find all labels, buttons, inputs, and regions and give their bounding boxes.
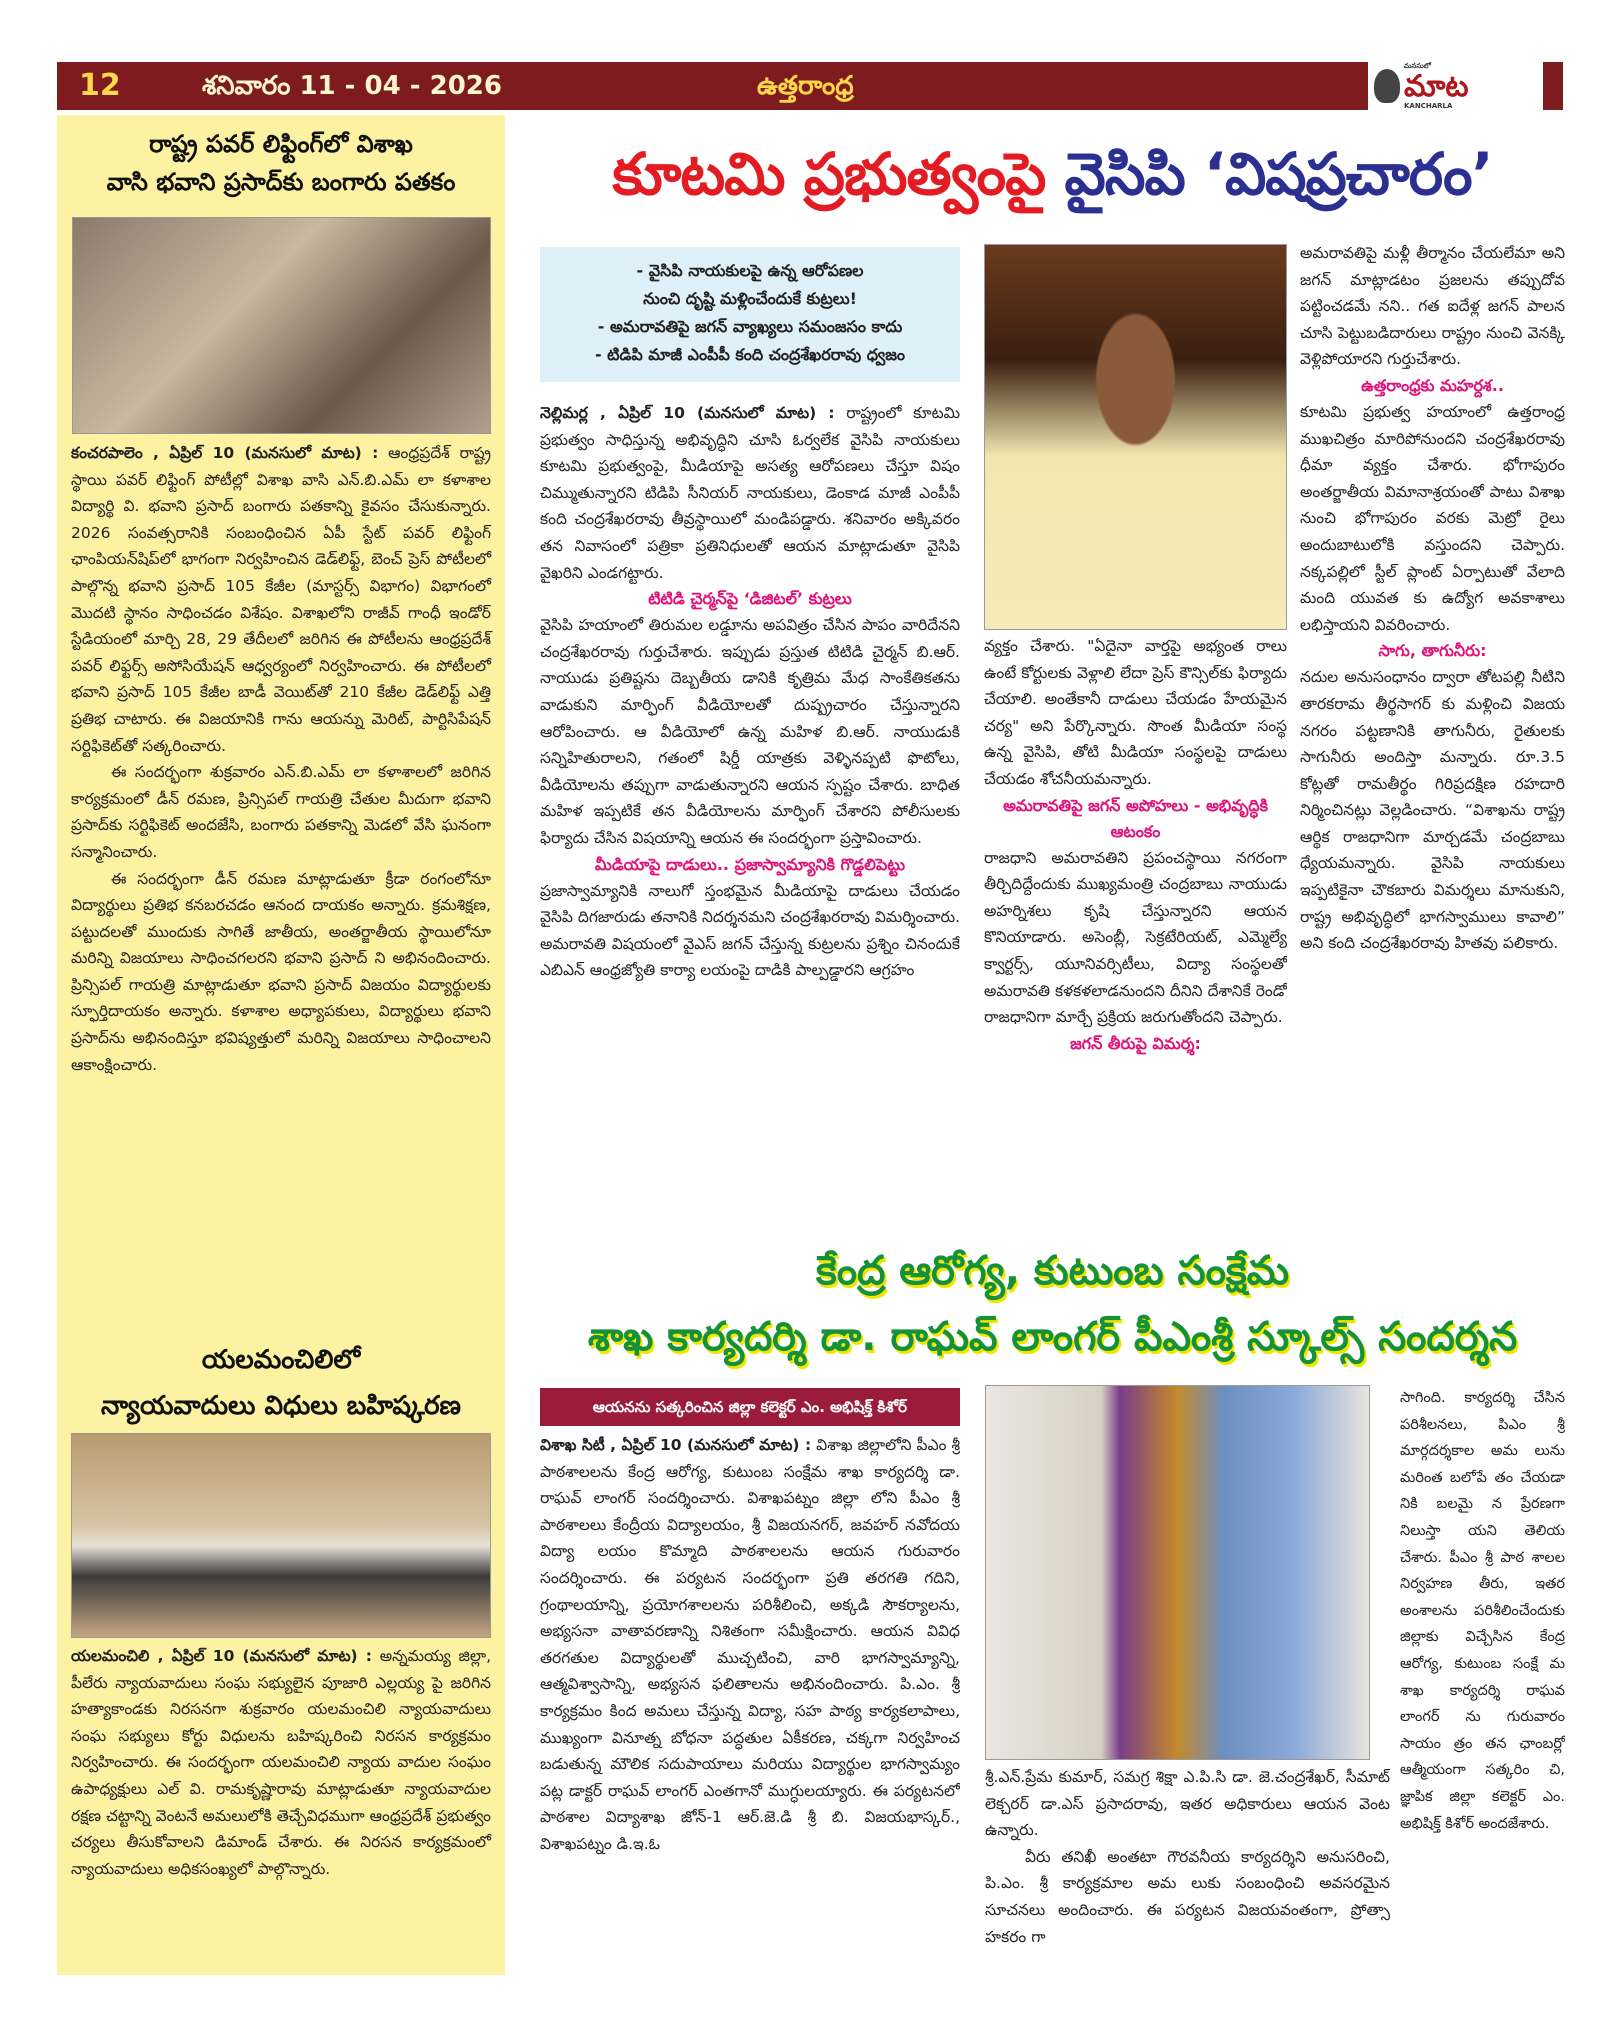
paragraph: ఈ సందర్భంగా డీన్ రమణ మాట్లాడుతూ క్రీడా రంగంలోనూ విద్యార్థులు ప్రతిభ కనబరచడం ఆనంద దాయకం అన్నారు. క్రమశిక్షణ, పట్టుదలతో ముందుకు సాగితే జాతీయ, అంతర్జాతీయ స్థాయిలోనూ మరిన్ని విజయాలు సాధించగలరని భవాని ప్రసాద్ ని అభినందించారు. ప్రిన్సిపల్ గాయత్రి మాట్లాడుతూ భవాని ప్రసాద్ విజయం విద్యార్థులకు స్ఫూర్తిదాయకం అన్నారు. కళాశాల అధ్యాపకులు, విద్యార్థులు భవాని ప్రసాద్‌ను అభినందిస్తూ భవిష్యత్తులో మరిన్ని విజయాలు సాధించాలని ఆకాంక్షించారు. <box>71 869 491 1074</box>
bottom-story-column-1 <box>540 1432 960 2002</box>
bottom-story-column-2 <box>985 1764 1390 2004</box>
collector-felicitation-photo <box>985 1385 1370 1760</box>
masthead-bar <box>57 62 1563 110</box>
bottom-story-column-3 <box>1400 1385 1565 2005</box>
dateline: నెల్లిమర్ల , ఏప్రిల్ 10 (మనసులో మాట) : <box>540 404 835 422</box>
story2-headline <box>71 1337 491 1429</box>
paragraph: శ్రీ.ఎన్.ప్రేమ కుమార్, సమగ్ర శిక్షా ఎ.పి.సి డా. జె.చంద్రశేఖర్, సీమాట్ లెక్చరర్ డా.ఎస్ ప్రసాదరావు, ఇతర అధికారులు ఆయన వెంట ఉన్నారు. <box>985 1768 1390 1840</box>
logo-tag: మనసులో <box>1404 62 1431 70</box>
dateline: విశాఖ సిటీ , ఏప్రిల్ 10 (మనసులో మాట) : <box>540 1436 812 1454</box>
paragraph: నదుల అనుసంధానం ద్వారా తోటపల్లి నీటిని తారకరామ తీర్థసాగర్ కు మళ్లించి విజయ నగరం పట్టణానికి తాగునీరు, రైతులకు సాగునీరు అందిస్తా మన్నారు. రూ.3.5 కోట్లతో రామతీర్థం గిరిప్రదక్షిణ రహదారి నిర్మించినట్లు వెల్లడించారు. “విశాఖను రాష్ట్ర ఆర్థిక రాజధానిగా మార్చడమే చంద్రబాబు ధ్యేయమన్నారు. వైసిపి నాయకులు ఇప్పటికైనా చౌకబారు విమర్శలు మానుకుని, రాష్ట్ర అభివృద్ధిలో భాగస్వాములు కావాలి” అని కంది చంద్రశేఖరరావు హితవు పలికారు. <box>1300 668 1565 953</box>
headline-line: రాష్ట్ర పవర్ లిఫ్టింగ్‌లో విశాఖ <box>149 130 413 158</box>
section-subhead: ఉత్తరాంధ్రకు మహర్దశ.. <box>1361 375 1504 395</box>
subhead: నుంచి దృష్టి మళ్లించేందుకే కుట్రలు! <box>643 289 857 308</box>
founder-portrait-icon <box>1374 69 1400 103</box>
section-subhead: మీడియాపై దాడులు.. ప్రజాస్వామ్యానికి గొడ్డలిపెట్టు <box>594 854 906 874</box>
paragraph: అమరావతిపై మళ్లీ తీర్మానం చేయలేమా అని జగన్ మాట్లాడటం ప్రజలను తప్పుదోవ పట్టించడమే నని.. గత ఐదేళ్ల జగన్ పాలన చూసి పెట్టుబడిదారులు రాష్ట్రం నుంచి వెనక్కి వెళ్లిపోయారని గుర్తుచేశారు. <box>1300 244 1565 369</box>
paragraph: వ్యక్తం చేశారు. "ఏదైనా వార్తపై అభ్యంత రాలు ఉంటే కోర్టులకు వెళ్లాలి లేదా ప్రెస్ కౌన్సిల్‌కు ఫిర్యాదు చేయాలి. అంతేకానీ దాడులు చేయడం హేయమైన చర్య" అని పేర్కొన్నారు. సొంత మీడియా సంస్థ ఉన్న వైసిపి, తోటి మీడియా సంస్థలపై దాడులు చేయడం శోచనీయమన్నారు. <box>984 637 1287 788</box>
headline-line: వాసి భవాని ప్రసాద్‌కు బంగారు పతకం <box>106 168 456 196</box>
paragraph: రాజధాని అమరావతిని ప్రపంచస్థాయి నగరంగా తీర్చిదిద్దేందుకు ముఖ్యమంత్రి చంద్రబాబు నాయుడు అహర్నిశలు కృషి చేస్తున్నారని ఆయన కొనియాడారు. అసెంబ్లీ, సెక్రటేరియట్, ఎమ్మెల్యే క్వార్టర్స్, యూనివర్సిటీలు, విద్యా సంస్థలతో అమరావతి కళకళలాడనుందని దీనిని దేశానికే రెండో రాజధానిగా మార్చే ప్రక్రియ జరుగుతోందని చెప్పారు. <box>984 848 1287 1027</box>
paragraph: ప్రజాస్వామ్యానికి నాలుగో స్తంభమైన మీడియాపై దాడులు చేయడం వైసిపి దిగజారుడు తనానికి నిదర్శనమని చంద్రశేఖరరావు విమర్శించారు. అమరావతి విషయంలో వైఎస్ జగన్ చేస్తున్న కుట్రలను ప్రశ్నిం చినందుకే ఎబిఎన్ ఆంధ్రజ్యోతి కార్యా లయంపై దాడికి పాల్పడ్డారని ఆగ్రహం <box>540 881 960 980</box>
logo-name: మాట <box>1404 69 1469 104</box>
lawyers-protest-photo <box>71 1433 491 1638</box>
chandrasekhar-rao-portrait <box>984 244 1287 630</box>
bottom-story-subhead-bar: ఆయనను సత్కరించిన జిల్లా కలెక్టర్ ఎం. అభిషిక్త్ కిశోర్ <box>540 1388 960 1426</box>
main-story-column-2 <box>984 633 1287 1213</box>
paragraph: ఈ సందర్భంగా శుక్రవారం ఎన్.బి.ఎమ్ లా కళాశాలలో జరిగిన కార్యక్రమంలో డీన్ రమణ, ప్రిన్సిపల్ గాయత్రి చేతుల మీదుగా భవాని ప్రసాద్‌కు సర్టిఫికెట్ అందజేసి, బంగారు పతకాన్ని మెడలో వేసి ఘనంగా సన్మానించారు. <box>71 763 491 861</box>
paragraph: విశాఖ జిల్లాలోని పీఎం శ్రీ పాఠశాలలను కేంద్ర ఆరోగ్య, కుటుంబ సంక్షేమ శాఖ కార్యదర్శి డా. రాఘవ్ లాంగర్ సందర్శించారు. విశాఖపట్నం జిల్లా లోని పీఎం శ్రీ పాఠశాలలు కేంద్రీయ విద్యాలయం, శ్రీ విజయనగర్, జవహర్ నవోదయ విద్యా లయం కొమ్మాది పాఠశాలలను ఆయన గురువారం సందర్శించారు. ఈ పర్యటన సందర్భంగా ప్రతి తరగతి గదిని, గ్రంథాలయాన్ని, ప్రయోగశాలలను పరిశీలించి, అక్కడి సౌకర్యాలను, అభ్యసనా వాతావరణాన్ని నిశితంగా సమీక్షించారు. ఆయన వివిధ తరగతుల విద్యార్థులతో ముచ్చటించి, వారి భాగస్వామ్యాన్ని, ఆత్మవిశ్వాసాన్ని, అభ్యసన ఫలితాలను అభినందించారు. పి.ఎం. శ్రీ కార్యక్రమం కింద అమలు చేస్తున్న విద్యా, సహ పాఠ్య కార్యకలాపాలు, ముఖ్యంగా వినూత్న బోధనా పద్ధతుల ఏకీకరణ, చక్కగా నిర్వహించ బడుతున్న మౌలిక సదుపాయాలు మరియు విద్యార్థుల భాగస్వామ్యం పట్ల డాక్టర్ రాఘవ్ లాంగర్ ఎంతగానో ముగ్ధులయ్యారు. ఈ పర్యటనలో పాఠశాల విద్యాశాఖ జోన్-1 ఆర్.జె.డి శ్రీ బి. విజయభాస్కర్., విశాఖపట్నం డి.ఇ.ఓ <box>540 1436 960 1853</box>
paragraph: వైసిపి హయాంలో తిరుమల లడ్డూను అపవిత్రం చేసిన పాపం వారిదేనని చంద్రశేఖరరావు గుర్తుచేశారు. ఇప్పుడు ప్రస్తుత టిటిడి చైర్మన్ బి.ఆర్. నాయుడు ప్రతిష్టను దెబ్బతీయ డానికి కృత్రిమ మేధ సాంకేతికతను వాడుకుని మార్ఫింగ్ వీడియోలతో దుష్ప్రచారం చేస్తున్నారని ఆరోపించారు. ఆ వీడియోలో ఉన్న మహిళ బి.ఆర్. నాయుడుకి సన్నిహితురాలని, గతంలో షిర్డీ యాత్రకు వెళ్ళినప్పటి ఫొటోలు, వీడియోలను తప్పుగా వాడుతున్నారని ఆయన స్పష్టం చేశారు. బాధిత మహిళ ఇప్పటికే తన వీడియోలను మార్ఫింగ్ చేశారని పోలీసులకు ఫిర్యాదు చేసిన విషయాన్ని ఆయన ఈ సందర్భంగా ప్రస్తావించారు. <box>540 616 960 847</box>
subhead: - వైసిపి నాయకులపై ఉన్న ఆరోపణల <box>636 261 864 280</box>
paragraph: అన్నమయ్య జిల్లా, పీలేరు న్యాయవాదులు సంఘ సభ్యులైన పూజారి ఎల్లయ్య పై జరిగిన హత్యాకాండకు నిరసనగా శుక్రవారం యలమంచిలి న్యాయవాదులు సంఘ సభ్యులు కోర్టు విధులను బహిష్కరించి నిరసన కార్యక్రమం నిర్వహించారు. ఈ సందర్భంగా యలమంచిలి న్యాయ వాదుల సంఘం ఉపాధ్యక్షులు ఎల్ వి. రామకృష్ణారావు మాట్లాడుతూ న్యాయవాదుల రక్షణ చట్టాన్ని వెంటనే అమలులోకి తెచ్చేవిధముగా ఆంధ్రప్రదేశ్ ప్రభుత్వం చర్యలు తీసుకోవాలని డిమాండ్ చేశారు. ఈ నిరసన కార్యక్రమంలో న్యాయవాదులు అధికసంఖ్యలో పాల్గొన్నారు. <box>71 1647 491 1878</box>
left-sidebar-column <box>57 115 505 1975</box>
subhead: - టిడిపి మాజీ ఎంపీపీ కంది చంద్రశేఖరరావు ధ్వజం <box>594 345 906 364</box>
subheadline-box <box>540 247 960 382</box>
headline-line: యలమంచిలిలో <box>201 1345 361 1375</box>
section-subhead: టిటిడి చైర్మన్‌పై ‘డిజిటల్’ కుట్రలు <box>648 589 852 609</box>
main-story-column-3 <box>1300 240 1565 1215</box>
newspaper-logo <box>1368 62 1543 110</box>
paragraph: వీరు తనిఖీ అంతటా గౌరవనీయ కార్యదర్శిని అనుసరించి, పి.ఎం. శ్రీ కార్యక్రమాల అమ లుకు సంబంధించి అవసరమైన సూచనలు అందించారు. ఈ పర్యటన విజయవంతంగా, ప్రోత్సా హకరం గా <box>985 1847 1390 1946</box>
section-subhead: అమరావతిపై జగన్ అపోహలు - అభివృద్ధికి ఆటంకం <box>1003 795 1268 841</box>
logo-brand: KANCHARLA <box>1404 102 1453 110</box>
section-name: ఉత్తరాంధ్ర <box>757 71 854 101</box>
headline-blue: వైసిపి ‘విషప్రచారం’ <box>1064 140 1493 208</box>
page-number: 12 <box>79 68 121 103</box>
story2-body <box>71 1643 491 1882</box>
story1-body <box>71 440 491 1078</box>
section-subhead: సాగు, తాగునీరు: <box>1378 641 1487 661</box>
headline-red: కూటమి ప్రభుత్వంపై <box>612 140 1046 208</box>
subhead: - అమరావతిపై జగన్ వ్యాఖ్యలు సమంజసం కాదు <box>597 317 903 336</box>
section-subhead: జగన్ తీరుపై విమర్శ: <box>1070 1033 1201 1053</box>
story1-headline <box>71 125 491 201</box>
bottom-story-headline <box>540 1238 1565 1370</box>
date: శనివారం 11 - 04 - 2026 <box>202 71 502 101</box>
paragraph: ఆంధ్రప్రదేశ్ రాష్ట్ర స్థాయి పవర్ లిఫ్టింగ్ పోటీల్లో విశాఖ వాసి ఎన్.బి.ఎమ్ లా కళాశాల విద్యార్థి వి. భవాని ప్రసాద్ బంగారు పతకాన్ని కైవసం చేసుకున్నారు. 2026 సంవత్సరానికి సంబంధించిన ఏపీ స్టేట్ పవర్ లిఫ్టింగ్ ఛాంపియన్‌షిప్‌లో భాగంగా నిర్వహించిన డెడ్‌లిఫ్ట్, బెంచ్ ప్రెస్ పోటీలలో పాల్గొన్న భవాని ప్రసాద్ 105 కేజీల (మాస్టర్స్ విభాగం) విభాగంలో మొదటి స్థానం సాధించడం విశేషం. విశాఖలోని రాజీవ్ గాంధీ ఇండోర్ స్టేడియంలో మార్చి 28, 29 తేదీలలో జరిగిన ఈ పోటీలను ఆంధ్రప్రదేశ్ పవర్ లిఫ్టర్స్ అసోసియేషన్ ఆధ్వర్యంలో నిర్వహించారు. ఈ పోటీలలో భవాని ప్రసాద్ 105 కేజీల బాడీ వెయిట్‌తో 210 కేజీల డెడ్‌లిఫ్ట్ ఎత్తి ప్రతిభ చాటారు. ఈ విజయానికి గాను ఆయన్ను మెరిట్, పార్టిసిపేషన్ సర్టిఫికెట్‌తో సత్కరించారు. <box>71 444 491 755</box>
paragraph: రాష్ట్రంలో కూటమి ప్రభుత్వం సాధిస్తున్న అభివృద్ధిని చూసి ఓర్వలేక వైసిపి నాయకులు కూటమి ప్రభుత్వంపై, మీడియాపై అసత్య ఆరోపణలు చేస్తూ విషం చిమ్ముతున్నారని టిడిపి సీనియర్ నాయకులు, డెంకాడ మాజీ ఎంపీపీ కంది చంద్రశేఖరరావు తీవ్రస్థాయిలో మండిపడ్డారు. శనివారం అక్కివరం తన నివాసంలో పత్రికా ప్రతినిధులతో ఆయన మాట్లాడుతూ వైసిపి వైఖరిని ఎండగట్టారు. <box>540 404 960 582</box>
headline-line: శాఖ కార్యదర్శి డా. రాఘవ్ లాంగర్ పీఎంశ్రీ స్కూల్స్ సందర్శన <box>587 1314 1518 1360</box>
main-story-column-1 <box>540 400 960 1210</box>
main-headline <box>540 138 1565 210</box>
powerlifting-award-photo <box>72 217 491 434</box>
dateline: కంచరపాలెం , ఏప్రిల్ 10 (మనసులో మాట) : <box>71 444 379 462</box>
headline-line: న్యాయవాదులు విధులు బహిష్కరణ <box>101 1391 461 1421</box>
dateline: యలమంచిలి , ఏప్రిల్ 10 (మనసులో మాట) : <box>71 1647 372 1665</box>
paragraph: సాగింది. కార్యదర్శి చేసిన పరిశీలనలు, పిఎం శ్రీ మార్గదర్శకాల అమ లును మరింత బలోపే తం చేయడా నికి బలమై న ప్రేరణగా నిలుస్తా యని తెలియ చేశారు. పీఎం శ్రీ పాఠ శాలల నిర్వహణ తీరు, ఇతర అంశాలను పరిశీలించేందుకు జిల్లాకు విచ్చేసిన కేంద్ర ఆరోగ్య, కుటుంబ సంక్షే మ శాఖ కార్యదర్శి రాఘవ లాంగర్ ను గురువారం సాయం త్రం తన ఛాంబర్లో ఆత్మీయంగా సత్కరిం చి, జ్ఞాపిక జిల్లా కలెక్టర్ ఎం. అభిషిక్త్ కిశోర్ అందజేశారు. <box>1400 1390 1565 1832</box>
paragraph: కూటమి ప్రభుత్వ హయాంలో ఉత్తరాంధ్ర ముఖచిత్రం మారిపోనుందని చంద్రశేఖరరావు ధీమా వ్యక్తం చేశారు. భోగాపురం అంతర్జాతీయ విమానాశ్రయంతో పాటు విశాఖ నుంచి భోగాపురం వరకు మెట్రో రైలు అందుబాటులోకి వస్తుందని చెప్పారు. నక్కపల్లిలో స్టీల్ ప్లాంట్ ఏర్పాటుతో వేలాది మంది యువత కు ఉద్యోగ అవకాశాలు లభిస్తాయని వివరించారు. <box>1300 402 1565 634</box>
headline-line: కేంద్ర ఆరోగ్య, కుటుంబ సంక్షేమ <box>815 1248 1290 1294</box>
